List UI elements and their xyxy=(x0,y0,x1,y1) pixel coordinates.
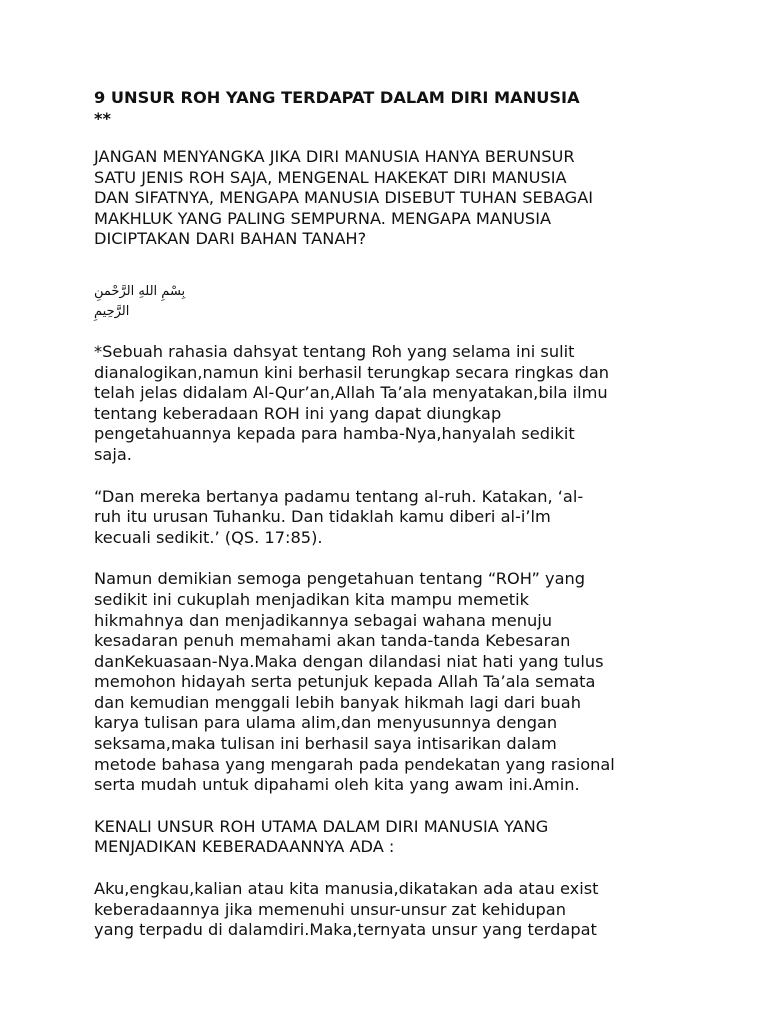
intro-paragraph: JANGAN MENYANGKA JIKA DIRI MANUSIA HANYA BERUNSUR SATU JENIS ROH SAJA, MENGENAL HAKEKAT DIRI MANUSIA DAN SIFATNYA, MENGAPA MANUSIA DISEBUT TUHAN SEBAGAI MAKHLUK YANG PALING SEMPURNA. MENGAPA MANUSIA DICIPTAKAN DARI BAHAN TANAH? xyxy=(94,147,594,249)
document-page xyxy=(94,88,684,941)
quote-paragraph: “Dan mereka bertanya padamu tentang al-ruh. Katakan, ‘al- ruh itu urusan Tuhanku. Dan tidaklah kamu diberi al-i’lm kecuali sedikit.’ (QS. 17:85). xyxy=(94,486,584,547)
bismillah-text: بِسْمِ اللهِ الرَّحْمنِ الرَّحِيمِ xyxy=(94,283,186,319)
paragraph-pengetahuan-roh: Namun demikian semoga pengetahuan tentang “ROH” yang sedikit ini cukuplah menjadikan kita mampu memetik hikmahnya dan menjadikannya sebagai wahana menuju kesadaran penuh memahami akan tanda-tanda Kebesaran danKekuasaan-Nya.Maka dengan dilandasi niat hati yang tulus memohon hidayah serta petunjuk kepada Allah Ta’ala semata dan kemudian menggali lebih banyak hikmah lagi dari buah karya tulisan para ulama alim,dan menyusunnya dengan seksama,maka tulisan ini berhasil saya intisarikan dalam metode bahasa yang mengarah pada pendekatan yang rasional serta mudah untuk dipahami oleh kita yang awam ini.Amin. xyxy=(94,569,615,795)
section-heading: KENALI UNSUR ROH UTAMA DALAM DIRI MANUSIA YANG MENJADIKAN KEBERADAANNYA ADA : xyxy=(94,816,549,857)
paragraph-rahasia-roh: *Sebuah rahasia dahsyat tentang Roh yang selama ini sulit dianalogikan,namun kini berhasil terungkap secara ringkas dan telah jelas didalam Al-Qur’an,Allah Ta’ala menyatakan,bila ilmu tentang keberadaan ROH ini yang dapat diungkap pengetahuannya kepada para hamba-Nya,hanyalah sedikit saja. xyxy=(94,341,610,464)
document-title: 9 UNSUR ROH YANG TERDAPAT DALAM DIRI MANUSIA ** xyxy=(94,88,580,128)
paragraph-unsur-roh: Aku,engkau,kalian atau kita manusia,dikatakan ada atau exist keberadaannya jika memenuhi unsur-unsur zat kehidupan yang terpadu di dalamdiri.Maka,ternyata unsur yang terdapat xyxy=(94,879,599,940)
